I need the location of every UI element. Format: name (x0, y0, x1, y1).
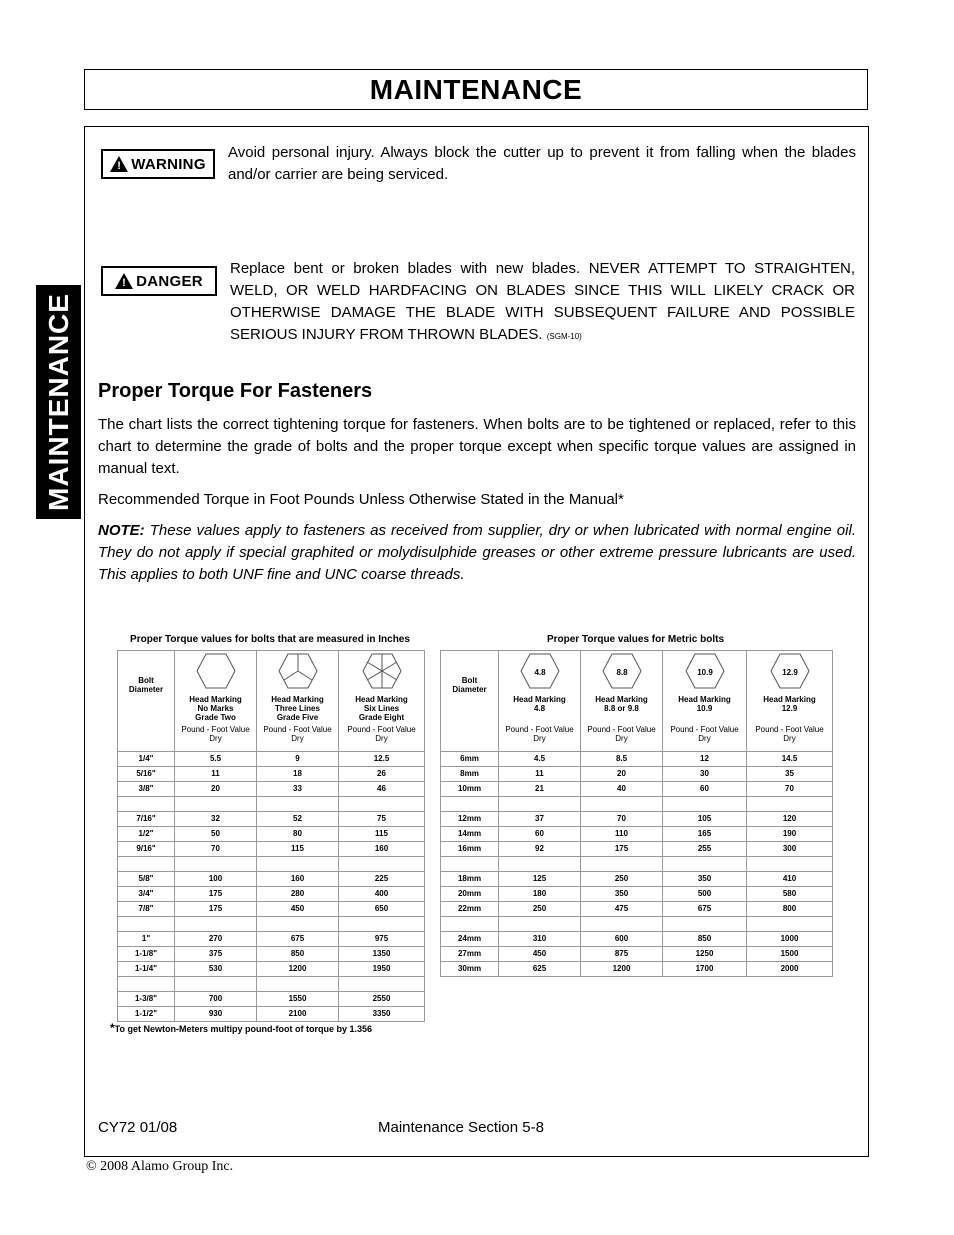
torque-value-cell: 8.5 (581, 752, 663, 767)
torque-value-cell: 350 (663, 872, 747, 887)
svg-text:10.9: 10.9 (696, 668, 713, 677)
torque-value-cell: 21 (499, 782, 581, 797)
table-row (118, 1007, 425, 1022)
torque-value-cell (747, 797, 833, 812)
grade-10-9-header: 10.9 Head Marking 10.9 Pound - Foot Value Dry (663, 651, 747, 752)
torque-value-cell: 650 (339, 902, 425, 917)
torque-value-cell (257, 857, 339, 872)
footnote-star: * (110, 1021, 115, 1035)
inch-table-body (118, 752, 425, 1022)
table-row (118, 857, 425, 872)
torque-value-cell: 9 (257, 752, 339, 767)
table-row (118, 752, 425, 767)
torque-value-cell: 250 (499, 902, 581, 917)
torque-value-cell: 600 (581, 932, 663, 947)
warning-sign-label: WARNING (131, 155, 206, 173)
torque-value-cell (175, 797, 257, 812)
svg-text:8.8: 8.8 (615, 668, 628, 677)
table-row (118, 872, 425, 887)
torque-value-cell: 180 (499, 887, 581, 902)
torque-value-cell (175, 917, 257, 932)
torque-value-cell: 92 (499, 842, 581, 857)
torque-value-cell: 2550 (339, 992, 425, 1007)
torque-value-cell (175, 857, 257, 872)
bolt-diameter-cell (118, 977, 175, 992)
table-row (441, 797, 833, 812)
table-row (118, 962, 425, 977)
torque-value-cell: 3350 (339, 1007, 425, 1022)
table-row (118, 797, 425, 812)
torque-value-cell: 450 (499, 947, 581, 962)
torque-value-cell: 75 (339, 812, 425, 827)
hex-head-metric-icon (770, 653, 810, 689)
table-row (441, 857, 833, 872)
warning-sign (101, 149, 215, 179)
note-text: These values apply to fasteners as received from supplier, dry or when lubricated with normal engine oil. They do not apply if special graphited or molydisulphide greases or other extreme pressure lubricants are used. This applies to both UNF fine and UNC coarse threads. (98, 522, 856, 583)
torque-value-cell: 250 (581, 872, 663, 887)
torque-value-cell: 160 (257, 872, 339, 887)
torque-value-cell (257, 917, 339, 932)
alert-triangle-icon: ! (115, 273, 133, 289)
torque-value-cell: 33 (257, 782, 339, 797)
torque-value-cell: 1950 (339, 962, 425, 977)
table-row (118, 767, 425, 782)
torque-value-cell: 105 (663, 812, 747, 827)
bolt-diameter-cell: 16mm (441, 842, 499, 857)
page-header (84, 69, 868, 110)
bolt-diameter-cell: 5/16" (118, 767, 175, 782)
bolt-diameter-cell: 24mm (441, 932, 499, 947)
footer-model-date: CY72 01/08 (98, 1119, 178, 1136)
torque-value-cell: 410 (747, 872, 833, 887)
torque-value-cell (339, 857, 425, 872)
hex-head-metric-icon (520, 653, 560, 689)
torque-value-cell: 2100 (257, 1007, 339, 1022)
torque-value-cell: 80 (257, 827, 339, 842)
table-row (441, 827, 833, 842)
table-row (441, 842, 833, 857)
torque-value-cell: 70 (747, 782, 833, 797)
bolt-diameter-cell (118, 857, 175, 872)
torque-value-cell: 12 (663, 752, 747, 767)
torque-value-cell: 160 (339, 842, 425, 857)
bolt-diameter-cell: 8mm (441, 767, 499, 782)
bolt-diameter-cell: 1" (118, 932, 175, 947)
torque-value-cell: 625 (499, 962, 581, 977)
torque-value-cell: 20 (581, 767, 663, 782)
torque-value-cell: 12.5 (339, 752, 425, 767)
warning-text: Avoid personal injury. Always block the cutter up to prevent it from falling when the blades and/or carrier are being serviced. (228, 144, 856, 183)
torque-value-cell: 14.5 (747, 752, 833, 767)
danger-sign (101, 266, 217, 296)
bolt-diameter-cell: 9/16" (118, 842, 175, 857)
torque-value-cell (499, 857, 581, 872)
alert-triangle-icon: ! (110, 156, 128, 172)
page-title: MAINTENANCE (369, 73, 583, 105)
side-tab-label: MAINTENANCE (42, 293, 74, 511)
bolt-diameter-cell: 18mm (441, 872, 499, 887)
table-row (441, 962, 833, 977)
table-row (441, 872, 833, 887)
torque-value-cell (747, 857, 833, 872)
torque-value-cell: 1250 (663, 947, 747, 962)
torque-value-cell: 70 (581, 812, 663, 827)
torque-value-cell: 46 (339, 782, 425, 797)
table-row (441, 917, 833, 932)
torque-value-cell: 115 (339, 827, 425, 842)
grade-8-8-header: 8.8 Head Marking 8.8 or 9.8 Pound - Foot Value Dry (581, 651, 663, 752)
footnote-text: To get Newton-Meters multipy pound-foot of torque by 1.356 (114, 1024, 373, 1034)
torque-value-cell: 350 (581, 887, 663, 902)
torque-value-cell: 60 (663, 782, 747, 797)
table-row (118, 887, 425, 902)
danger-code: (SGM-10) (546, 332, 582, 341)
recommended-torque-line: Recommended Torque in Foot Pounds Unless Otherwise Stated in the Manual* (98, 491, 624, 508)
torque-value-cell: 125 (499, 872, 581, 887)
torque-value-cell: 930 (175, 1007, 257, 1022)
torque-value-cell: 975 (339, 932, 425, 947)
torque-value-cell (581, 857, 663, 872)
bolt-diameter-cell: 1-1/8" (118, 947, 175, 962)
bolt-diameter-cell: 7/16" (118, 812, 175, 827)
torque-value-cell: 35 (747, 767, 833, 782)
svg-text:12.9: 12.9 (781, 668, 798, 677)
torque-value-cell: 32 (175, 812, 257, 827)
table-row (441, 782, 833, 797)
torque-value-cell (499, 797, 581, 812)
torque-value-cell: 400 (339, 887, 425, 902)
hex-head-metric-icon (602, 653, 642, 689)
torque-value-cell: 310 (499, 932, 581, 947)
section-paragraph: The chart lists the correct tightening torque for fasteners. When bolts are to be tightened or replaced, refer to this chart to determine the grade of bolts and the proper torque except when specific torque values are assigned in manual text. (98, 416, 856, 477)
torque-value-cell: 52 (257, 812, 339, 827)
torque-value-cell: 70 (175, 842, 257, 857)
torque-value-cell: 1000 (747, 932, 833, 947)
bolt-diameter-cell (118, 917, 175, 932)
torque-value-cell (257, 797, 339, 812)
bolt-diameter-cell: 7/8" (118, 902, 175, 917)
bolt-diameter-cell (441, 917, 499, 932)
torque-value-cell: 375 (175, 947, 257, 962)
table-row (118, 827, 425, 842)
torque-value-cell: 190 (747, 827, 833, 842)
torque-value-cell: 120 (747, 812, 833, 827)
torque-value-cell: 30 (663, 767, 747, 782)
section-heading: Proper Torque For Fasteners (98, 380, 373, 402)
torque-value-cell: 270 (175, 932, 257, 947)
danger-sign-label: DANGER (136, 272, 203, 290)
torque-value-cell: 1500 (747, 947, 833, 962)
torque-value-cell: 165 (663, 827, 747, 842)
torque-value-cell (663, 917, 747, 932)
inch-table-title: Proper Torque values for bolts that are measured in Inches (130, 634, 410, 645)
torque-value-cell: 37 (499, 812, 581, 827)
torque-value-cell: 530 (175, 962, 257, 977)
bolt-diameter-cell: 1-1/2" (118, 1007, 175, 1022)
torque-value-cell (257, 977, 339, 992)
torque-value-cell: 40 (581, 782, 663, 797)
bolt-diameter-cell: 30mm (441, 962, 499, 977)
torque-value-cell (663, 797, 747, 812)
torque-value-cell: 850 (257, 947, 339, 962)
torque-value-cell (581, 797, 663, 812)
torque-value-cell: 11 (499, 767, 581, 782)
table-row (118, 842, 425, 857)
torque-value-cell: 175 (175, 887, 257, 902)
note-paragraph (98, 520, 856, 586)
footnote (110, 1021, 372, 1035)
danger-message: Replace bent or broken blades with new blades. NEVER ATTEMPT TO STRAIGHTEN, WELD, OR WELD HARDFACING ON BLADES SINCE THIS WILL LIKELY CRACK OR OTHERWISE DAMAGE THE BLADE WITH SUBSEQUENT FAILURE AND POSSIBLE SERIOUS INJURY FROM THROWN BLADES. (230, 260, 855, 343)
torque-value-cell: 100 (175, 872, 257, 887)
table-row (118, 812, 425, 827)
torque-value-cell: 800 (747, 902, 833, 917)
danger-text (230, 258, 855, 348)
bolt-diameter-cell: 3/4" (118, 887, 175, 902)
torque-value-cell: 50 (175, 827, 257, 842)
side-tab (36, 285, 81, 519)
table-row (118, 977, 425, 992)
table-row (441, 752, 833, 767)
torque-value-cell: 475 (581, 902, 663, 917)
torque-value-cell: 20 (175, 782, 257, 797)
torque-value-cell: 700 (175, 992, 257, 1007)
bolt-diameter-cell: 14mm (441, 827, 499, 842)
bolt-diameter-cell (441, 797, 499, 812)
copyright: © 2008 Alamo Group Inc. (86, 1159, 234, 1174)
metric-bolt-diameter-header: Bolt Diameter (441, 651, 499, 752)
bolt-diameter-cell (118, 797, 175, 812)
bolt-diameter-cell: 12mm (441, 812, 499, 827)
torque-value-cell: 300 (747, 842, 833, 857)
hex-head-metric-icon (685, 653, 725, 689)
table-row (118, 947, 425, 962)
table-row (441, 947, 833, 962)
torque-value-cell: 60 (499, 827, 581, 842)
table-row (441, 812, 833, 827)
metric-table-title: Proper Torque values for Metric bolts (546, 634, 725, 645)
torque-value-cell: 500 (663, 887, 747, 902)
torque-value-cell: 18 (257, 767, 339, 782)
torque-value-cell: 1350 (339, 947, 425, 962)
bolt-diameter-cell: 10mm (441, 782, 499, 797)
torque-value-cell: 11 (175, 767, 257, 782)
table-row (118, 902, 425, 917)
grade-two-header: Head Marking No Marks Grade Two Pound - Foot Value Dry (175, 651, 257, 752)
torque-value-cell (499, 917, 581, 932)
grade-eight-header: Head Marking Six Lines Grade Eight Pound - Foot Value Dry (339, 651, 425, 752)
bolt-diameter-cell: 1-1/4" (118, 962, 175, 977)
torque-value-cell: 850 (663, 932, 747, 947)
torque-value-cell: 1700 (663, 962, 747, 977)
torque-value-cell: 1200 (257, 962, 339, 977)
torque-value-cell: 175 (581, 842, 663, 857)
torque-value-cell (339, 977, 425, 992)
hex-head-six-lines-icon (362, 653, 402, 689)
torque-value-cell: 4.5 (499, 752, 581, 767)
bolt-diameter-cell: 22mm (441, 902, 499, 917)
bolt-diameter-cell: 1-3/8" (118, 992, 175, 1007)
torque-value-cell: 110 (581, 827, 663, 842)
hex-head-three-lines-icon (278, 653, 318, 689)
grade-five-header: Head Marking Three Lines Grade Five Pound - Foot Value Dry (257, 651, 339, 752)
table-row (441, 932, 833, 947)
bolt-diameter-cell: 20mm (441, 887, 499, 902)
torque-value-cell: 1200 (581, 962, 663, 977)
svg-text:4.8: 4.8 (533, 668, 546, 677)
bolt-diameter-cell (441, 857, 499, 872)
torque-value-cell (339, 917, 425, 932)
torque-value-cell (175, 977, 257, 992)
table-row (118, 782, 425, 797)
torque-value-cell: 26 (339, 767, 425, 782)
grade-12-9-header: 12.9 Head Marking 12.9 Pound - Foot Value Dry (747, 651, 833, 752)
bolt-diameter-cell: 3/8" (118, 782, 175, 797)
metric-torque-table (440, 650, 833, 977)
inch-torque-table (117, 650, 425, 1022)
footer-section: Maintenance Section 5-8 (378, 1119, 544, 1136)
torque-value-cell: 115 (257, 842, 339, 857)
table-row (118, 917, 425, 932)
bolt-diameter-cell: 27mm (441, 947, 499, 962)
torque-value-cell: 280 (257, 887, 339, 902)
torque-value-cell: 580 (747, 887, 833, 902)
torque-value-cell: 1550 (257, 992, 339, 1007)
torque-value-cell: 2000 (747, 962, 833, 977)
table-row (441, 902, 833, 917)
torque-value-cell (747, 917, 833, 932)
table-row (441, 767, 833, 782)
torque-value-cell: 675 (257, 932, 339, 947)
grade-4-8-header: 4.8 Head Marking 4.8 Pound - Foot Value Dry (499, 651, 581, 752)
torque-value-cell: 875 (581, 947, 663, 962)
torque-value-cell: 5.5 (175, 752, 257, 767)
metric-table-body (441, 752, 833, 977)
hex-head-no-marks-icon (196, 653, 236, 689)
torque-value-cell: 225 (339, 872, 425, 887)
torque-value-cell (581, 917, 663, 932)
table-row (118, 992, 425, 1007)
bolt-diameter-cell: 1/4" (118, 752, 175, 767)
table-row (118, 932, 425, 947)
torque-value-cell: 255 (663, 842, 747, 857)
torque-value-cell (339, 797, 425, 812)
torque-value-cell: 675 (663, 902, 747, 917)
bolt-diameter-cell: 1/2" (118, 827, 175, 842)
torque-value-cell: 175 (175, 902, 257, 917)
table-row (441, 887, 833, 902)
torque-value-cell (663, 857, 747, 872)
bolt-diameter-header: Bolt Diameter (118, 651, 175, 752)
bolt-diameter-cell: 5/8" (118, 872, 175, 887)
note-label: NOTE: (98, 522, 145, 539)
bolt-diameter-cell: 6mm (441, 752, 499, 767)
torque-value-cell: 450 (257, 902, 339, 917)
